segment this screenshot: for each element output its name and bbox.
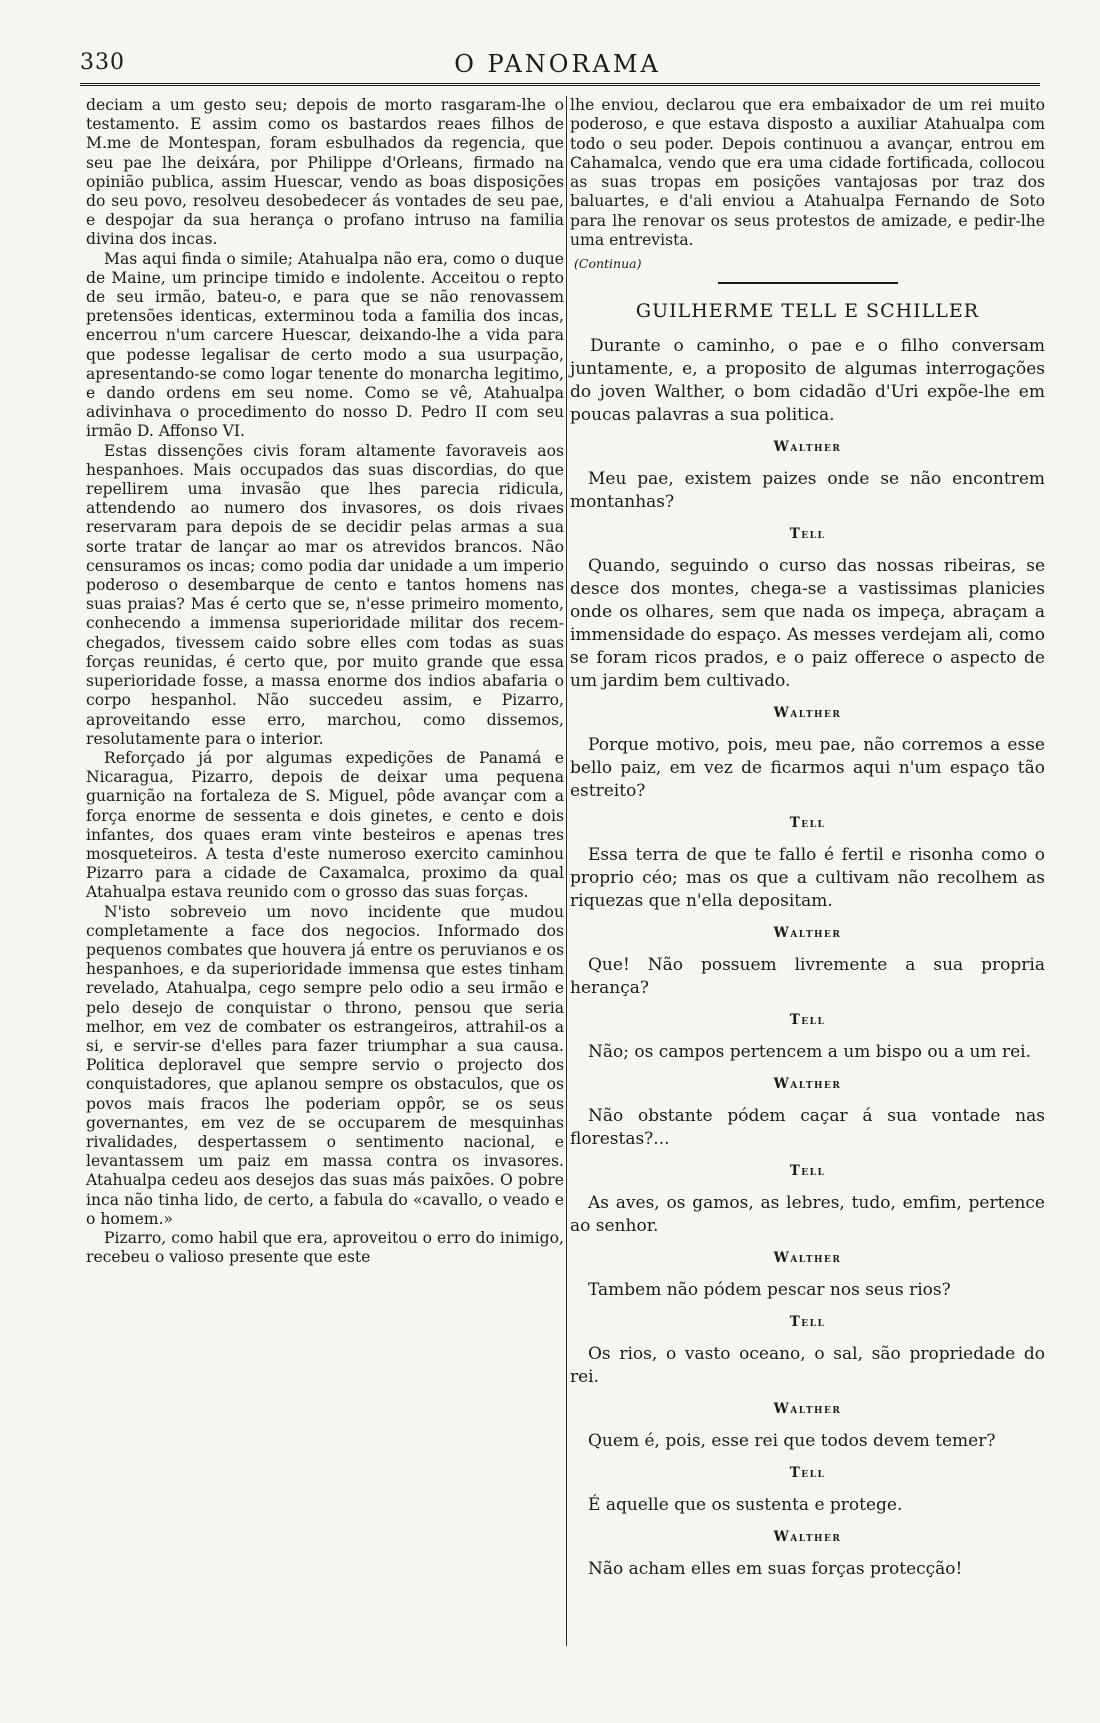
speaker-name: Walther: [773, 1249, 842, 1266]
section-rule: [718, 282, 898, 284]
speaker-name: Walther: [773, 924, 842, 941]
article-title: GUILHERME TELL E SCHILLER: [635, 299, 980, 322]
speaker-name: Walther: [773, 1075, 842, 1092]
speech-line: Não; os campos pertencem a um bispo ou a um rei.: [588, 1041, 1031, 1062]
speaker-name: Tell: [789, 1464, 826, 1481]
header-rule: [80, 83, 1040, 86]
speech-line: Os rios, o vasto oceano, o sal, são propriedade do rei.: [570, 1343, 1045, 1387]
speech-line: Porque motivo, pois, meu pae, não corremos a esse bello paiz, em vez de ficarmos aqui n'um espaço tão estreito?: [570, 734, 1045, 801]
speech-line: É aquelle que os sustenta e protege.: [588, 1494, 903, 1515]
journal-title: O PANORAMA: [454, 50, 661, 78]
speaker-name: Tell: [789, 1011, 826, 1028]
speaker-name: Tell: [789, 525, 826, 542]
speaker-name: Walther: [773, 438, 842, 455]
speech-line: Não obstante pódem caçar á sua vontade nas florestas?...: [570, 1105, 1045, 1149]
speech-line: Tambem não pódem pescar nos seus rios?: [588, 1279, 951, 1300]
paragraph: N'isto sobreveio um novo incidente que mudou completamente a face dos negocios. Informado dos pequenos combates que houvera já entre os peruvianos e os hespanhoes, e da superioridade immensa que estes tinham revelado, Atahualpa, cego sempre pelo odio a seu irmão e pelo desejo de conquistar o throno, pensou que seria melhor, em vez de combater os estrangeiros, attrahil-os a si, e servir-se d'elles para fazer triumphar a sua causa. Politica deploravel que sempre servio o projecto dos conquistadores, que aplanou sempre os obstaculos, que os povos mais fracos lhe poderiam oppôr, se os seus governantes, em vez de se occuparem de mesquinhas rivalidades, despertassem o sentimento nacional, e levantassem um paiz em massa contra os invasores. Atahualpa cedeu aos desejos das suas más paixões. O pobre inca não tinha lido, de certo, a fabula do «cavallo, o veado e o homem.»: [86, 902, 564, 1228]
speech-line: Que! Não possuem livremente a sua propria herança?: [570, 954, 1045, 998]
speaker-name: Tell: [789, 1313, 826, 1330]
paragraph: deciam a um gesto seu; depois de morto rasgaram-lhe o testamento. E assim como os bastardos reaes filhos de M.me de Montespan, foram esbulhados da regencia, que seu pae lhe deixára, por Philippe d'Orleans, firmado na opinião publica, assim Huescar, vendo as boas disposições do seu povo, resolveu desobedecer ás vontades de seu pae, e despojar da sua herança o profano intruso na familia divina dos incas.: [86, 96, 564, 249]
speaker-name: Walther: [773, 1528, 842, 1545]
right-column: [570, 96, 1045, 1581]
left-column: [86, 96, 564, 1267]
paragraph: Reforçado já por algumas expedições de Panamá e Nicaragua, Pizarro, depois de deixar uma pequena guarnição na fortaleza de S. Miguel, pôde avançar com a força enorme de sessenta e dois ginetes, e cento e dois infantes, dos quaes eram vinte besteiros e apenas tres mosqueteiros. A testa d'este numeroso exercito caminhou Pizarro para a cidade de Caxamalca, proximo da qual Atahualpa estava reunido com o grosso das suas forças.: [86, 748, 564, 902]
paragraph: Pizarro, como habil que era, aproveitou o erro do inimigo, recebeu o valioso presente que este: [86, 1228, 564, 1267]
speech-line: Essa terra de que te fallo é fertil e risonha como o proprio céo; mas os que a cultivam não recolhem as riquezas que n'ella depositam.: [570, 844, 1045, 911]
speaker-name: Walther: [773, 704, 842, 721]
dialogue: [570, 335, 1045, 1581]
page-number: 330: [80, 50, 125, 75]
speaker-name: Walther: [773, 1400, 842, 1417]
speech-line: Meu pae, existem paizes onde se não encontrem montanhas?: [570, 468, 1045, 512]
speech-line: Quem é, pois, esse rei que todos devem temer?: [588, 1430, 996, 1451]
column-divider: [566, 96, 567, 1646]
intro-paragraph: Durante o caminho, o pae e o filho conversam juntamente, e, a proposito de algumas interrogações do joven Walther, o bom cidadão d'Uri expõe-lhe em poucas palavras a sua politica.: [570, 335, 1045, 425]
paragraph: Mas aqui finda o simile; Atahualpa não era, como o duque de Maine, um principe timido e indolente. Acceitou o repto de seu irmão, bateu-o, e para que se não renovassem pretensões identicas, exterminou toda a familia dos incas, encerrou n'um carcere Huescar, deixando-lhe a vida para que podesse legalisar de certo modo a sua usurpação, apresentando-se como logar tenente do monarcha legitimo, e dando ordens em seu nome. Como se vê, Atahualpa adivinhava o procedimento do nosso D. Pedro II com seu irmão D. Affonso VI.: [86, 249, 564, 441]
continua-note: (Continua): [574, 256, 642, 272]
page-header: [80, 50, 1035, 84]
speaker-name: Tell: [789, 1162, 826, 1179]
speaker-name: Tell: [789, 814, 826, 831]
speech-line: Não acham elles em suas forças protecção!: [588, 1558, 963, 1579]
paragraph: Estas dissenções civis foram altamente favoraveis aos hespanhoes. Mais occupados das suas discordias, do que repellirem uma invasão que lhes parecia ridicula, attendendo ao numero dos invasores, os dois rivaes reservaram para depois de se decidir pelas armas a sua sorte tratar de lançar ao mar os atrevidos brancos. Não censuramos os incas; como podia dar unidade a um imperio poderoso o desembarque de cento e tantos homens nas suas praias? Mas é certo que se, n'esse primeiro momento, conhecendo a immensa superioridade militar dos recem-chegados, tivessem caido sobre elles com todas as suas forças reunidas, é certo que, por muito grande que essa superioridade fosse, a massa enorme dos indios abafaria o corpo hespanhol. Não succedeu assim, e Pizarro, aproveitando esse erro, marchou, como dissemos, resolutamente para o interior.: [86, 441, 564, 748]
speech-line: As aves, os gamos, as lebres, tudo, emfim, pertence ao senhor.: [570, 1192, 1045, 1236]
speech-line: Quando, seguindo o curso das nossas ribeiras, se desce dos montes, chega-se a vastissimas planicies onde os olhares, sem que nada os impeça, abraçam a immensidade do espaço. As messes verdejam ali, como se foram ricos prados, e o paiz offerece o aspecto de um jardim bem cultivado.: [570, 555, 1045, 691]
continued-paragraph: lhe enviou, declarou que era embaixador de um rei muito poderoso, e que estava disposto a auxiliar Atahualpa com todo o seu poder. Depois continuou a avançar, entrou em Cahamalca, vendo que era uma cidade fortificada, collocou as suas tropas em posições vantajosas por traz dos baluartes, e d'ali enviou a Atahualpa Fernando de Soto para lhe renovar os seus protestos de amizade, e pedir-lhe uma entrevista.: [570, 96, 1045, 250]
